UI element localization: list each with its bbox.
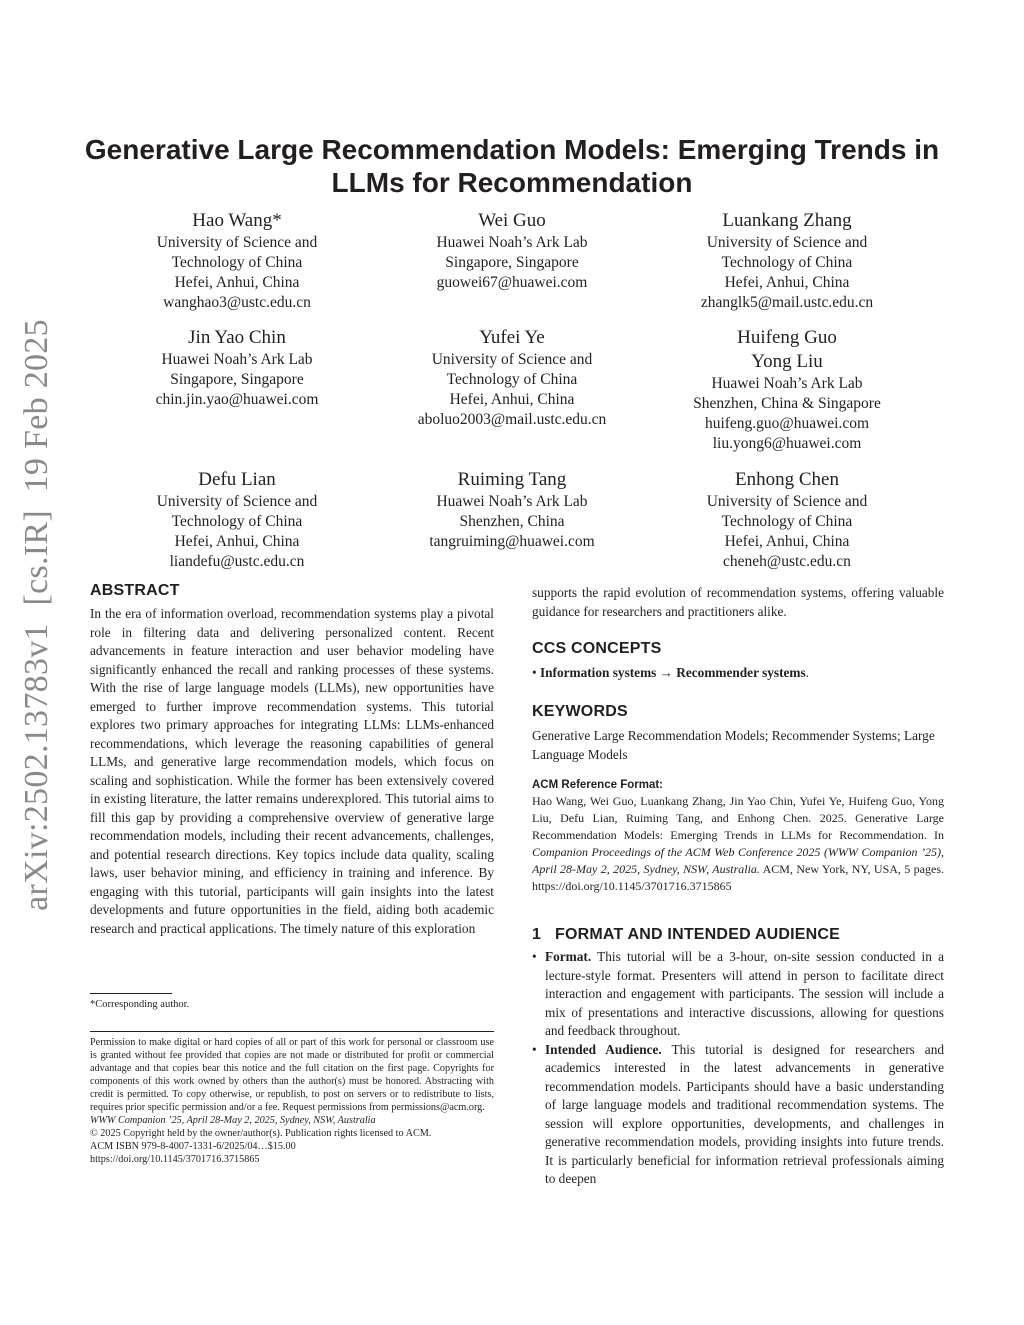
- author-email: liu.yong6@huawei.com: [712, 435, 862, 452]
- arxiv-identifier: arXiv:2502.13783v1 [cs.IR] 19 Feb 2025: [18, 319, 55, 911]
- author-location: Shenzhen, China & Singapore: [693, 395, 881, 412]
- author-block: [667, 209, 907, 313]
- author-block: [117, 468, 357, 572]
- acm-reference-section: [532, 778, 944, 895]
- audience-bullet: [532, 1041, 944, 1189]
- author-location: Hefei, Anhui, China: [724, 533, 850, 550]
- acm-reference-heading: ACM Reference Format:: [532, 779, 663, 791]
- acm-reference-text: [532, 793, 944, 895]
- author-location: Singapore, Singapore: [170, 371, 304, 388]
- author-affiliation: University of Science and: [156, 234, 318, 251]
- author-email: cheneh@ustc.edu.cn: [723, 553, 851, 570]
- doi-link[interactable]: https://doi.org/10.1145/3701716.3715865: [90, 1154, 260, 1165]
- permission-block: [90, 1036, 494, 1166]
- author-email: zhanglk5@mail.ustc.edu.cn: [700, 294, 874, 311]
- author-affiliation: University of Science and: [156, 493, 318, 510]
- audience-label: Intended Audience.: [545, 1041, 662, 1057]
- author-affiliation: Huawei Noah’s Ark Lab: [161, 351, 313, 368]
- author-email: huifeng.guo@huawei.com: [704, 415, 870, 432]
- author-location: Hefei, Anhui, China: [724, 274, 850, 291]
- author-email: tangruiming@huawei.com: [429, 533, 595, 550]
- author-block: [667, 326, 907, 454]
- acm-reference-authors: Hao Wang, Wei Guo, Luankang Zhang, Jin Yao Chin, Yufei Ye, Huifeng Guo, Yong Liu, Defu Lian, Ruiming Tang, and Enhong Chen. 2025. Generative Large Recommendation Models: Emerging Trends in LLMs for Recommendation. In: [532, 794, 944, 842]
- author-location: Hefei, Anhui, China: [449, 391, 575, 408]
- author-email: chin.jin.yao@huawei.com: [155, 391, 319, 408]
- author-email: aboluo2003@mail.ustc.edu.cn: [417, 411, 607, 428]
- arrow-icon: →: [659, 665, 673, 680]
- author-affiliation: University of Science and: [706, 234, 868, 251]
- author-name: Luankang Zhang: [722, 210, 852, 231]
- author-name: Jin Yao Chin: [188, 327, 286, 348]
- keywords-text: Generative Large Recommendation Models; Recommender Systems; Large Language Models: [532, 728, 935, 762]
- author-affiliation: Technology of China: [446, 371, 578, 388]
- author-location: Shenzhen, China: [459, 513, 565, 530]
- format-bullet: [532, 948, 944, 1041]
- keywords-heading: KEYWORDS: [532, 703, 628, 720]
- author-affiliation: Technology of China: [721, 513, 853, 530]
- author-location: Singapore, Singapore: [445, 254, 579, 271]
- keywords-section: [532, 703, 944, 764]
- author-affiliation: Technology of China: [721, 254, 853, 271]
- abstract-heading: ABSTRACT: [90, 582, 180, 599]
- author-name: Hao Wang*: [192, 210, 282, 231]
- author-email: liandefu@ustc.edu.cn: [169, 553, 305, 570]
- ccs-heading: CCS CONCEPTS: [532, 640, 662, 657]
- copyright-notice: © 2025 Copyright held by the owner/author(s). Publication rights licensed to ACM.: [90, 1128, 432, 1139]
- abstract-text: In the era of information overload, recommendation systems play a pivotal role in filtering data and delivering personalized content. Recent advancements in feature interaction and user behavior modeling have significantly enhanced the recall and ranking processes of these systems. With the rise of large language models (LLMs), new opportunities have emerged to further improve recommendation systems. This tutorial explores two primary approaches for integrating LLMs: LLMs-enhanced recommendations, which leverage the reasoning capabilities of general LLMs, and generative large recommendation models, which focus on scaling and sophistication. While the former has been extensively covered in existing literature, the latter remains underexplored. This tutorial aims to fill this gap by providing a comprehensive overview of generative large recommendation models, including their recent advancements, challenges, and potential research directions. Key topics include data quality, scaling laws, user behavior mining, and efficiency in training and inference. By engaging with this tutorial, participants will gain insights into the latest developments and future opportunities in the field, aiding both academic research and practical applications. The timely nature of this exploration: [90, 606, 494, 936]
- author-affiliation: Huawei Noah’s Ark Lab: [711, 375, 863, 392]
- author-block: [667, 468, 907, 572]
- author-affiliation: Technology of China: [171, 513, 303, 530]
- author-affiliation: Technology of China: [171, 254, 303, 271]
- author-block: [392, 326, 632, 430]
- author-email: wanghao3@ustc.edu.cn: [163, 294, 311, 311]
- section-format-audience: [532, 926, 944, 1189]
- author-affiliation: University of Science and: [431, 351, 593, 368]
- corresponding-author-footnote: *Corresponding author.: [90, 999, 190, 1010]
- ccs-item-right: Recommender systems: [676, 665, 806, 680]
- ccs-concepts: [532, 664, 944, 683]
- ccs-period: .: [805, 665, 809, 680]
- author-affiliation: Huawei Noah’s Ark Lab: [436, 493, 588, 510]
- bullet-icon: •: [532, 1041, 537, 1057]
- bullet-icon: •: [532, 949, 537, 964]
- ccs-item-left: Information systems: [539, 665, 657, 680]
- permission-rule: [90, 1031, 494, 1032]
- author-affiliation: University of Science and: [706, 493, 868, 510]
- ccs-section: [532, 640, 944, 683]
- author-name: Yong Liu: [751, 351, 823, 372]
- author-name: Ruiming Tang: [457, 469, 567, 490]
- paper-title: Generative Large Recommendation Models: Emerging Trends in LLMs for Recommendation: [84, 134, 940, 198]
- acm-reference-proceedings: Companion Proceedings of the ACM Web Conference 2025 (WWW Companion ’25), April 28-May 2, 2025, Sydney, NSW, Australia.: [532, 845, 944, 876]
- audience-text: This tutorial is designed for researchers and academics interested in the latest advancements in generative recommendation models. Participants should have a basic understanding of large language models and traditional recommendation systems. The session will explore opportunities, developments, and challenges in generative recommendation models, providing insights into future trends. It is particularly beneficial for information retrieval professionals aiming to deepen: [545, 1041, 945, 1186]
- acm-reference-publisher: ACM, New York, NY, USA, 5 pages. https://doi.org/10.1145/3701716.3715865: [532, 862, 944, 893]
- arxiv-sidebar: [12, 320, 62, 910]
- section-1-heading: 1 FORMAT AND INTENDED AUDIENCE: [532, 926, 841, 943]
- author-email: guowei67@huawei.com: [436, 274, 588, 291]
- author-name: Enhong Chen: [735, 469, 839, 490]
- author-location: Hefei, Anhui, China: [174, 533, 300, 550]
- footnote-rule: [90, 993, 172, 994]
- author-block: [117, 209, 357, 313]
- abstract-continuation-block: [532, 584, 944, 621]
- isbn: ACM ISBN 979-8-4007-1331-6/2025/04…$15.00: [90, 1141, 296, 1152]
- author-location: Hefei, Anhui, China: [174, 274, 300, 291]
- format-label: Format.: [545, 949, 592, 964]
- author-name: Huifeng Guo: [737, 327, 837, 348]
- author-name: Wei Guo: [478, 210, 546, 231]
- conference-venue: WWW Companion ’25, April 28-May 2, 2025, Sydney, NSW, Australia: [90, 1115, 376, 1126]
- abstract-section: [90, 582, 494, 938]
- author-name: Defu Lian: [198, 469, 276, 490]
- author-name: Yufei Ye: [479, 327, 545, 348]
- permission-notice: Permission to make digital or hard copies of all or part of this work for personal or classroom use is granted without fee provided that copies are not made or distributed for profit or commercial advantage and that copies bear this notice and the full citation on the first page. Copyrights for components of this work owned by others than the author(s) must be honored. Abstracting with credit is permitted. To copy otherwise, or republish, to post on servers or to redistribute to lists, requires prior specific permission and/or a fee. Request permissions from permissions@acm.org.: [90, 1037, 494, 1113]
- format-text: This tutorial will be a 3-hour, on-site session conducted in a lecture-style format. Presenters will attend in person to facilitate direct interaction and engagement with participants. The session will include a mix of presentations and interactive discussions, allowing for questions and feedback throughout.: [545, 949, 944, 1038]
- author-affiliation: Huawei Noah’s Ark Lab: [436, 234, 588, 251]
- author-block: [392, 468, 632, 552]
- ccs-bullet: •: [532, 665, 537, 680]
- author-block: [392, 209, 632, 293]
- author-block: [117, 326, 357, 410]
- abstract-continuation: supports the rapid evolution of recommendation systems, offering valuable guidance for researchers and practitioners alike.: [532, 585, 944, 619]
